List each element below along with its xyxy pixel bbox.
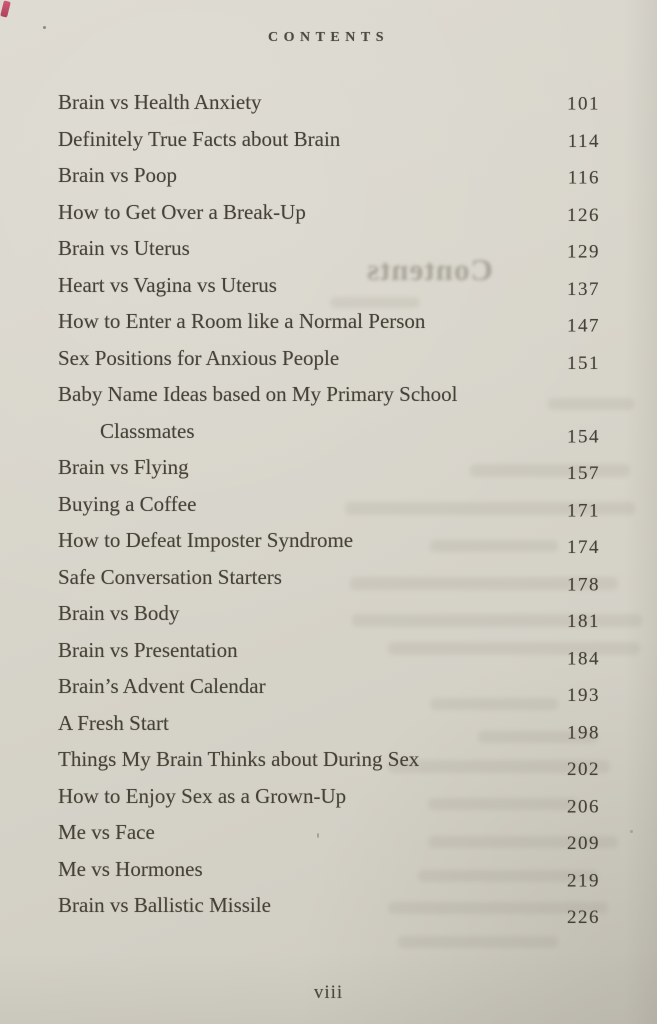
toc-entry <box>58 851 600 891</box>
toc-entry-title-line: Safe Conversation Starters <box>58 564 282 589</box>
toc-entry-page-number: 178 <box>567 574 600 595</box>
toc-entry-title-line: Baby Name Ideas based on My Primary School <box>58 382 458 406</box>
toc-entry-title <box>58 303 567 340</box>
toc-entry-page-number: 193 <box>567 685 600 706</box>
toc-entry-title <box>58 84 567 121</box>
footer-page-number: viii <box>313 982 344 1003</box>
toc-entry-title-line: How to Enter a Room like a Normal Person <box>58 309 426 333</box>
toc-entry-page-number: 202 <box>567 759 600 780</box>
toc-entry-title <box>58 121 568 158</box>
toc-entry-page-number: 129 <box>567 241 600 263</box>
toc-list <box>58 84 600 928</box>
toc-entry-title <box>58 887 567 924</box>
page-corner-mark <box>0 0 11 17</box>
toc-entry-title <box>58 194 567 231</box>
toc-entry <box>58 340 600 377</box>
toc-entry-title <box>58 778 567 815</box>
contents-header: CONTENTS <box>267 30 390 45</box>
toc-entry-title <box>58 851 567 888</box>
toc-entry <box>58 559 600 596</box>
toc-entry-title-line: Things My Brain Thinks about During Sex <box>58 747 420 771</box>
toc-entry <box>58 705 600 742</box>
toc-entry-page-number: 226 <box>567 907 600 928</box>
toc-entry-title-line: Me vs Face <box>58 820 155 844</box>
toc-entry-page-number: 147 <box>567 315 600 337</box>
toc-entry-page-number: 184 <box>567 648 600 669</box>
toc-entry-title-line: Brain vs Poop <box>58 163 178 187</box>
paper-speck <box>630 830 633 833</box>
toc-entry-page-number: 206 <box>567 796 600 817</box>
toc-entry-title <box>58 376 567 449</box>
toc-entry <box>58 522 600 559</box>
toc-entry <box>58 778 600 815</box>
toc-entry-title <box>58 267 567 304</box>
toc-entry-page-number: 171 <box>567 500 600 521</box>
toc-entry <box>58 376 600 449</box>
toc-entry <box>58 814 600 854</box>
toc-entry <box>58 632 600 669</box>
toc-entry-page-number: 101 <box>567 93 600 115</box>
toc-entry-title-line: Me vs Hormones <box>58 856 203 881</box>
toc-entry-page-number: 151 <box>567 352 600 374</box>
toc-entry-title-line: How to Get Over a Break-Up <box>58 199 306 224</box>
toc-entry-page-number: 209 <box>567 833 600 854</box>
toc-entry-page-number: 114 <box>567 130 600 152</box>
toc-entry-title <box>58 559 567 596</box>
toc-entry-title-line: Brain vs Flying <box>58 455 189 479</box>
toc-entry <box>58 121 600 158</box>
toc-entry-title-line: Brain vs Presentation <box>58 637 238 662</box>
toc-entry-title-line: How to Enjoy Sex as a Grown-Up <box>58 783 347 808</box>
toc-entry-title <box>58 595 567 632</box>
toc-entry <box>58 741 600 778</box>
toc-entry-title <box>58 230 567 267</box>
toc-entry-title <box>58 668 567 705</box>
toc-entry-title <box>58 814 567 851</box>
toc-entry-page-number: 116 <box>567 167 600 189</box>
toc-entry-page-number: 126 <box>567 204 600 226</box>
toc-entry <box>58 486 600 523</box>
toc-entry-page-number: 219 <box>567 870 600 891</box>
toc-entry-title <box>58 449 567 486</box>
toc-entry-page-number: 157 <box>567 463 600 484</box>
toc-entry-title-line: A Fresh Start <box>58 710 169 735</box>
toc-entry-title-line: Brain vs Body <box>58 601 180 625</box>
toc-entry <box>58 449 600 486</box>
toc-entry <box>58 887 600 928</box>
toc-entry-title <box>58 522 567 559</box>
toc-entry <box>58 230 600 267</box>
toc-entry-title <box>58 632 567 669</box>
toc-entry-page-number: 181 <box>567 611 600 632</box>
toc-entry-title-line: Sex Positions for Anxious People <box>58 345 340 370</box>
toc-entry-title-line: Buying a Coffee <box>58 491 197 516</box>
toc-entry-title-continuation: Classmates <box>100 418 195 443</box>
toc-entry <box>58 668 600 705</box>
toc-entry-title-line: How to Defeat Imposter Syndrome <box>58 528 354 552</box>
toc-entry-title-line: Brain vs Health Anxiety <box>58 90 262 114</box>
toc-entry-title-line: Heart vs Vagina vs Uterus <box>58 272 277 297</box>
toc-entry-title <box>58 705 567 742</box>
toc-entry-page-number: 174 <box>567 537 600 558</box>
toc-entry-title <box>58 340 567 377</box>
paper-speck <box>43 26 46 29</box>
toc-entry <box>58 84 600 121</box>
toc-entry <box>58 157 600 194</box>
toc-entry-title-line: Brain vs Ballistic Missile <box>58 893 271 917</box>
bleedthrough-contents-ghost: Contents <box>366 252 493 287</box>
toc-entry-title <box>58 741 567 778</box>
toc-entry-page-number: 137 <box>567 278 600 300</box>
toc-entry <box>58 194 600 231</box>
toc-entry <box>58 303 600 340</box>
toc-entry <box>58 595 600 632</box>
toc-entry <box>58 267 600 304</box>
toc-entry-page-number: 154 <box>567 426 600 447</box>
toc-entry-page-number: 198 <box>567 722 600 743</box>
toc-entry-title-line: Brain’s Advent Calendar <box>58 674 266 698</box>
toc-entry-title-line: Definitely True Facts about Brain <box>58 126 341 151</box>
bleedthrough-smudge <box>398 936 558 948</box>
toc-entry-title <box>58 157 568 194</box>
toc-entry-title-line: Brain vs Uterus <box>58 236 190 260</box>
toc-entry-title <box>58 486 567 523</box>
